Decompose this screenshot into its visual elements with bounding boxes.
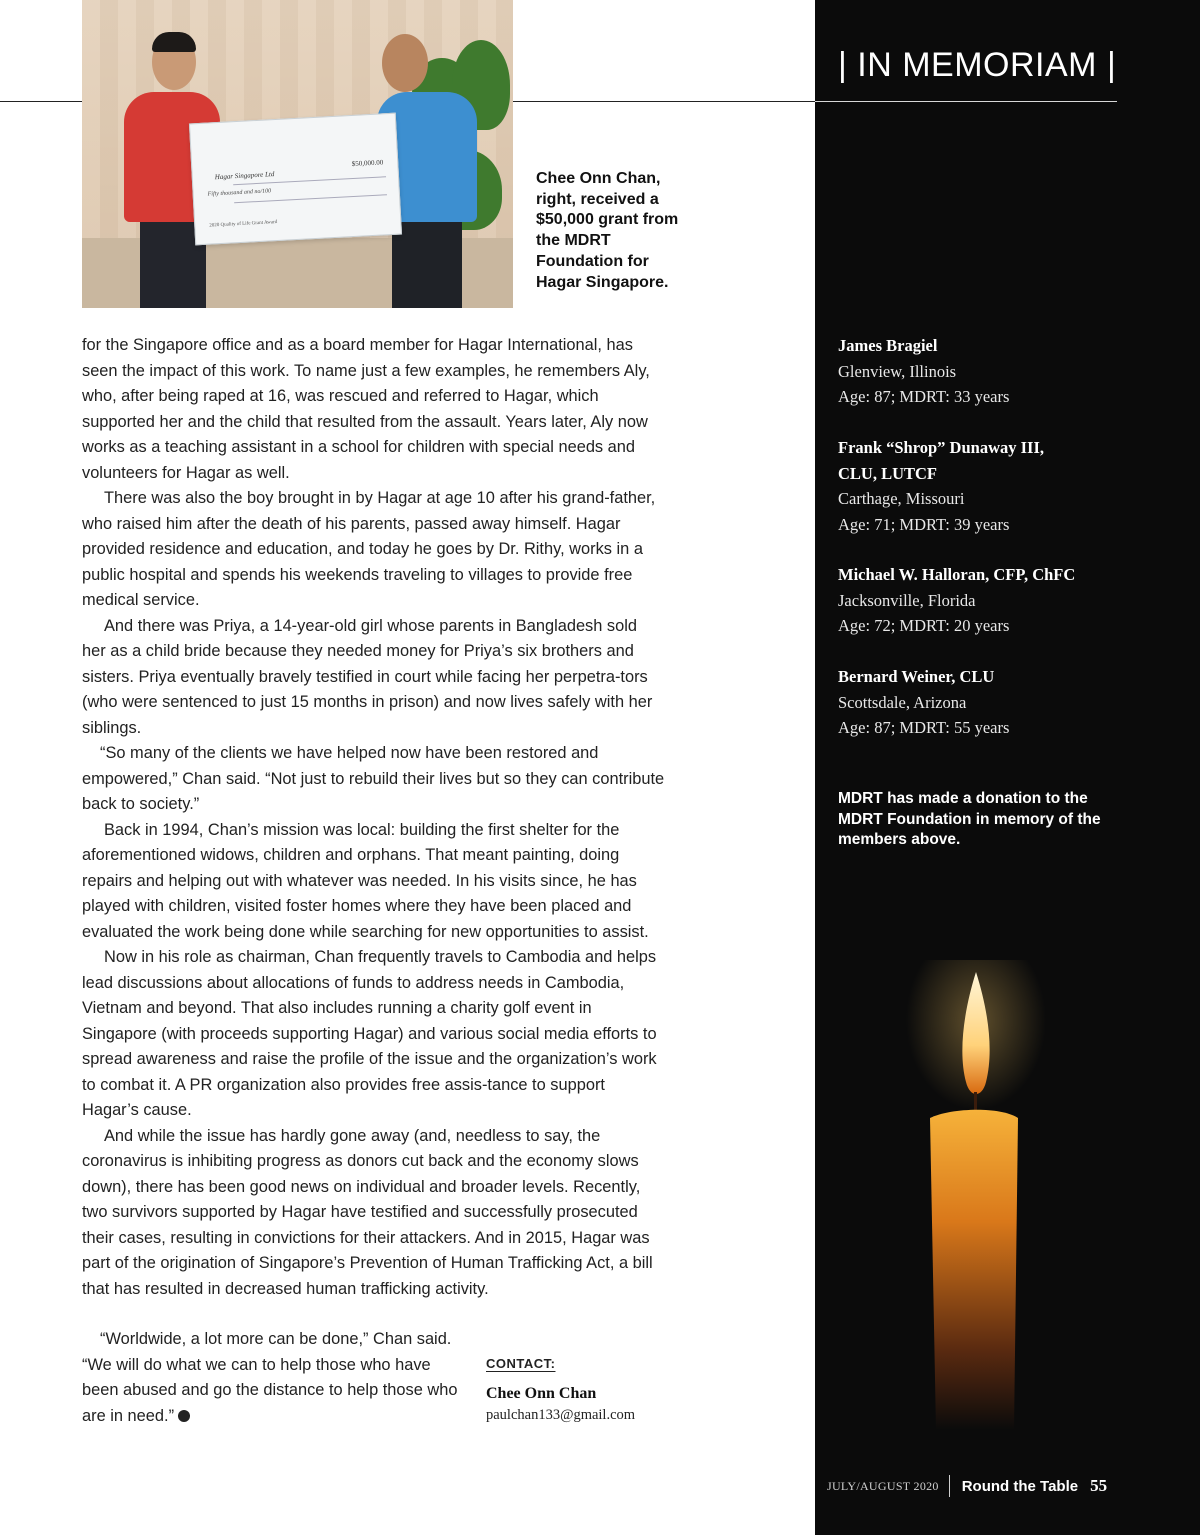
cheque-line xyxy=(234,194,387,203)
contact-block xyxy=(486,1356,676,1424)
magazine-name: Round the Table xyxy=(961,1477,1079,1495)
end-mark-icon xyxy=(178,1410,190,1422)
cheque-amount: $50,000.00 xyxy=(351,158,384,169)
member-credentials: CLU, LUTCF xyxy=(838,463,938,483)
memorial-entry xyxy=(838,333,1138,410)
member-name: James Bragiel xyxy=(838,336,938,355)
article-body xyxy=(82,333,665,1302)
member-location: Carthage, Missouri xyxy=(838,489,965,508)
member-details: Age: 71; MDRT: 39 years xyxy=(838,514,1010,534)
person-right-head xyxy=(382,34,428,92)
closing-paragraph: “Worldwide, a lot more can be done,” Chan said. “We will do what we can to help those who have been abused and go the distance to help those who are in need.” xyxy=(82,1330,458,1425)
memorial-entry xyxy=(838,562,1138,639)
article-paragraph: And while the issue has hardly gone away (and, needless to say, the coronavirus is inhibiting progress as donors cut back and the economy slows down), there has been good news on individual and broader levels. Recently, two survivors supported by Hagar have testified and successfully prosecuted their cases, resulting in convictions for their attackers. And in 2015, Hagar was part of the origination of Singapore’s Prevention of Human Trafficking Act, a bill that has resulted in decreased human trafficking activity. xyxy=(82,1126,653,1298)
section-title: | IN MEMORIAM | xyxy=(838,46,1117,84)
photo-caption: Chee Onn Chan, right, received a $50,000 grant from the MDRT Foundation for Hagar Singapore. xyxy=(536,170,679,291)
contact-label: CONTACT: xyxy=(486,1356,556,1371)
article-closing xyxy=(82,1327,462,1429)
member-name: Frank “Shrop” Dunaway III, xyxy=(838,438,1045,457)
member-location: Jacksonville, Florida xyxy=(838,590,976,610)
candle-wax xyxy=(930,1110,1018,1430)
page-footer xyxy=(827,1474,1107,1498)
article-paragraph: for the Singapore office and as a board member for Hagar International, has seen the impact of this work. To name just a few examples, he remembers Aly, who, after being raped at 16, was rescued and referred to Hagar, which supported her and the child that resulted from the assault. Years later, Aly now works as a teaching assistant in a school for children with special needs and volunteers for Hagar as well. xyxy=(82,336,650,482)
member-name: Michael W. Halloran, CFP, ChFC xyxy=(838,565,1076,584)
cheque-memo: 2020 Quality of Life Grant Award xyxy=(209,220,278,229)
donation-note: MDRT has made a donation to the MDRT Foundation in memory of the members above. xyxy=(838,790,1101,849)
contact-name: Chee Onn Chan xyxy=(486,1385,597,1402)
member-location: Glenview, Illinois xyxy=(838,361,957,381)
member-details: Age: 72; MDRT: 20 years xyxy=(838,616,1010,635)
memorial-entry xyxy=(838,435,1138,537)
article-paragraph: Back in 1994, Chan’s mission was local: building the first shelter for the aforementioned widows, children and orphans. That meant painting, doing repairs and helping out with whatever was needed. In his visits since, he has played with children, visited foster homes where they have been placed and evaluated the work being done while searching for new opportunities to assist. xyxy=(82,820,649,941)
giant-cheque xyxy=(189,113,402,246)
footer-divider xyxy=(949,1475,950,1497)
grant-photo xyxy=(82,0,513,308)
issue-date: JULY/AUGUST 2020 xyxy=(827,1478,939,1493)
member-details: Age: 87; MDRT: 55 years xyxy=(838,718,1010,737)
article-paragraph: Now in his role as chairman, Chan frequently travels to Cambodia and helps lead discussions about allocations of funds to address needs in Cambodia, Vietnam and beyond. That also includes running a charity golf event in Singapore (with proceeds supporting Hagar) and various social media efforts to spread awareness and raise the profile of the issue and the organization’s work to combat it. A PR organization also provides free assis-tance to support Hagar’s cause. xyxy=(82,948,657,1119)
person-right xyxy=(392,215,462,308)
cheque-payee: Hagar Singapore Ltd xyxy=(214,170,275,182)
article-paragraph: There was also the boy brought in by Hagar at age 10 after his grand-father, who raised him after the death of his parents, passed away himself. Hagar provided residence and education, and today he goes by Dr. Rithy, works in a public hospital and spends his weekends traveling to villages to provide free medical service. xyxy=(82,489,656,609)
header-rule xyxy=(815,101,1117,102)
article-paragraph: “So many of the clients we have helped now have been restored and empowered,” Chan said. “Not just to rebuild their lives but so they can contribute back to society.” xyxy=(82,744,665,813)
header-rule xyxy=(513,101,815,102)
member-details: Age: 87; MDRT: 33 years xyxy=(838,387,1010,406)
member-name: Bernard Weiner, CLU xyxy=(838,667,995,686)
page-number: 55 xyxy=(1090,1476,1108,1495)
person-left-hair xyxy=(152,32,196,52)
cheque-words: Fifty thousand and no/100 xyxy=(207,188,272,198)
header-rule xyxy=(0,101,82,102)
contact-email[interactable]: paulchan133@gmail.com xyxy=(486,1407,636,1423)
candle-icon xyxy=(900,960,1060,1440)
memorial-entry xyxy=(838,664,1138,741)
article-paragraph: And there was Priya, a 14-year-old girl whose parents in Bangladesh sold her as a child bride because they needed money for Priya’s six brothers and sisters. Priya eventually bravely testified in court while facing her perpetra-tors (who were sentenced to just 15 months in prison) and now lives safely with her siblings. xyxy=(82,616,653,737)
member-location: Scottsdale, Arizona xyxy=(838,692,967,712)
